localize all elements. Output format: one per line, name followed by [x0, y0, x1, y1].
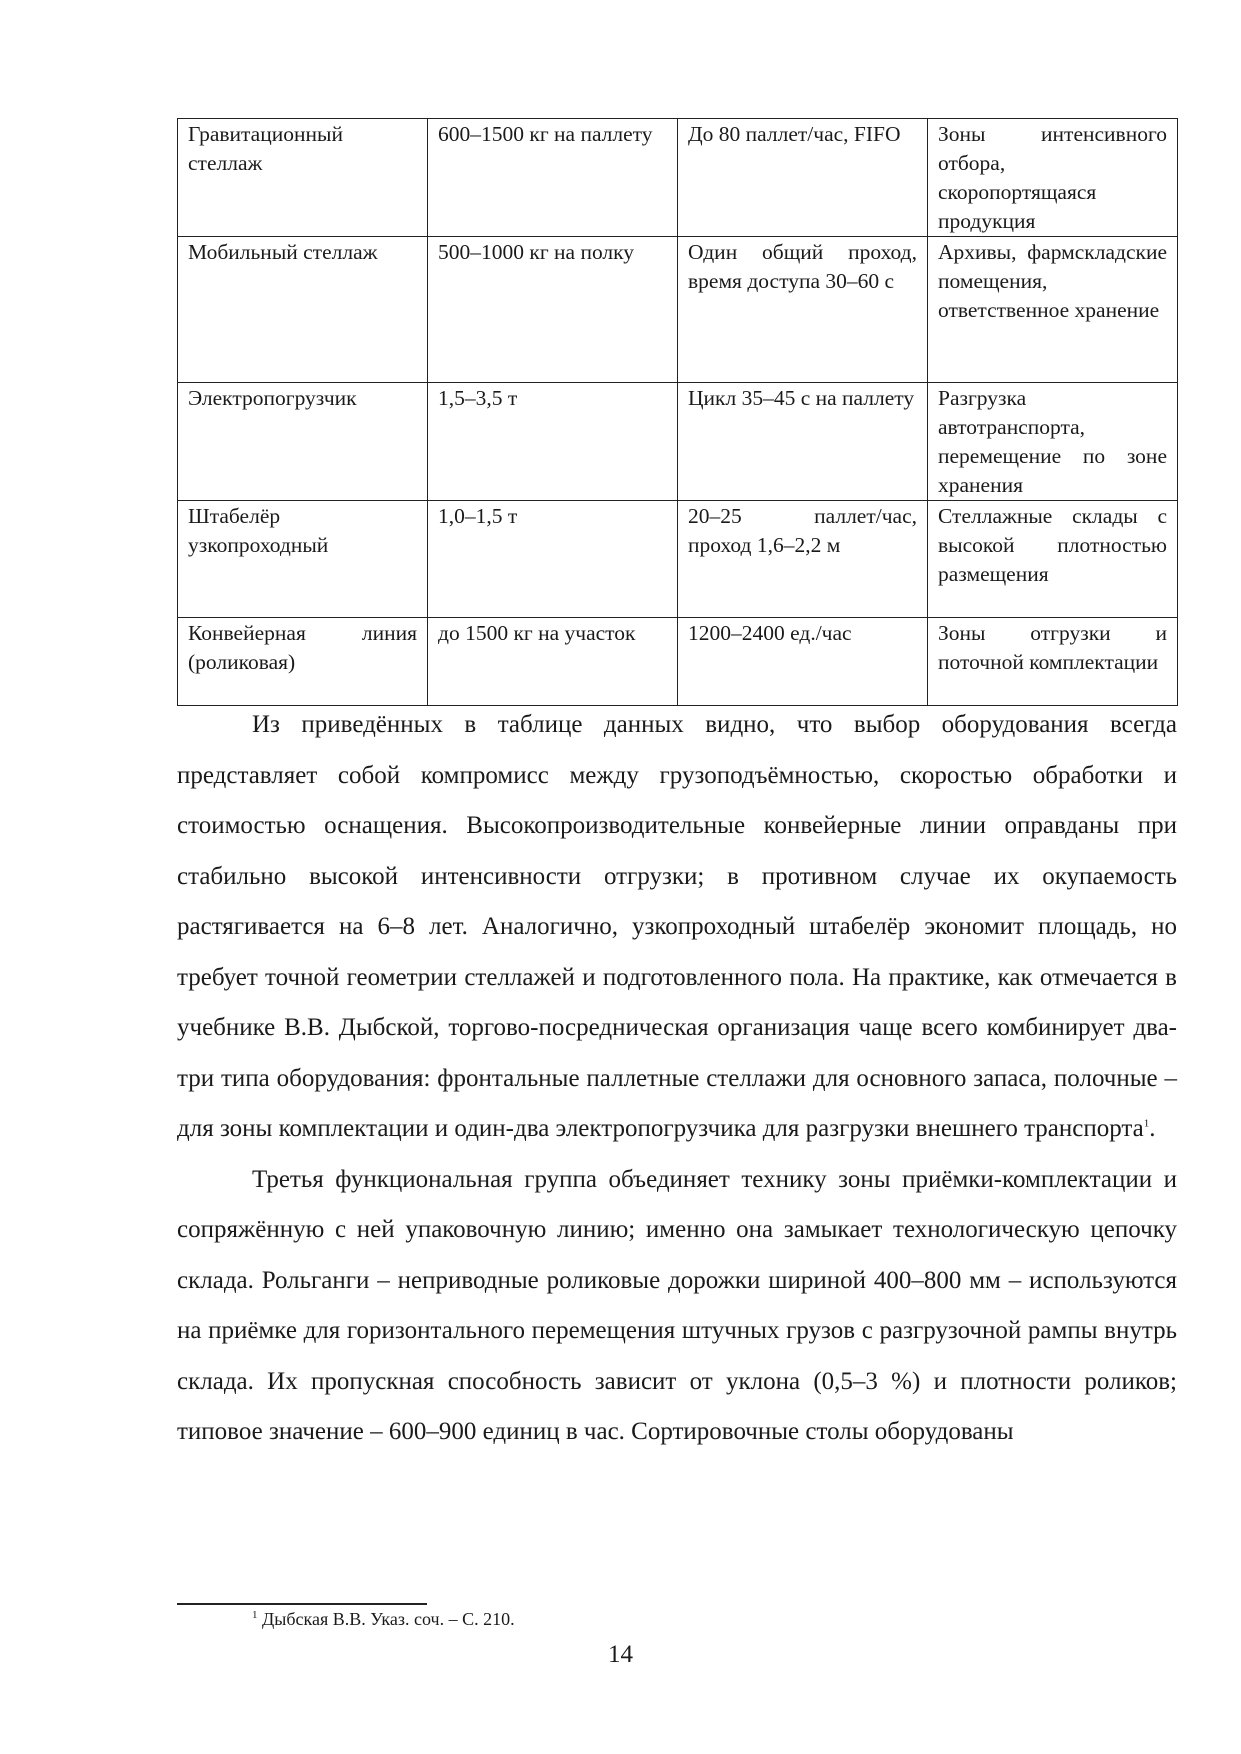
paragraph-text: Из приведённых в таблице данных видно, что выбор оборудования всегда представляет собой компромисс между грузоподъёмностью, скоростью обработки и стоимостью оснащения. Высокопроизводительные конвейерные линии оправданы при стабильно высокой интенсивности отгрузки; в противном случае их окупаемость растягивается на 6–8 лет. Аналогично, узкопроходный штабелёр экономит площадь, но требует точной геометрии стеллажей и подготовленного пола. На практике, как отмечается в учебнике В.В. Дыбской, торгово-посредническая организация чаще всего комбинирует два-три типа оборудования: фронтальные паллетные стеллажи для основного запаса, полочные – для зоны комплектации и один-два электропогрузчика для разгрузки внешнего транспорта	[177, 711, 1177, 1142]
document-page	[177, 118, 1177, 1458]
cell-equipment-type: Мобильный стеллаж	[178, 237, 428, 383]
cell-equipment-type: Гравитационный стеллаж	[178, 119, 428, 237]
cell-application: Зоны отгрузки и поточной комплектации	[928, 618, 1178, 706]
cell-capacity: 1,0–1,5 т	[428, 501, 678, 618]
table-row	[178, 119, 1178, 237]
cell-capacity: 600–1500 кг на паллету	[428, 119, 678, 237]
table-row	[178, 501, 1178, 618]
cell-application: Стеллажные склады с высокой плотностью размещения	[928, 501, 1178, 618]
body-paragraph	[177, 700, 1177, 1155]
table-row	[178, 618, 1178, 706]
body-paragraph: Третья функциональная группа объединяет технику зоны приёмки-комплектации и сопряжённую с ней упаковочную линию; именно она замыкает технологическую цепочку склада. Рольганги – неприводные роликовые дорожки шириной 400–800 мм – используются на приёмке для горизонтального перемещения штучных грузов с разгрузочной рампы внутрь склада. Их пропускная способность зависит от уклона (0,5–3 %) и плотности роликов; типовое значение – 600–900 единиц в час. Сортировочные столы оборудованы	[177, 1165, 1177, 1445]
cell-application: Зоны интенсивного отбора, скоропортящаяся продукция	[928, 119, 1178, 237]
cell-equipment-type: Конвейерная линия (роликовая)	[178, 618, 428, 706]
footnote-number: 1	[252, 1609, 258, 1621]
cell-performance: 1200–2400 ед./час	[678, 618, 928, 706]
table-row	[178, 237, 1178, 383]
footnote-text: Дыбская В.В. Указ. соч. – С. 210.	[257, 1609, 515, 1629]
cell-application: Разгрузка автотранспорта, перемещение по зоне хранения	[928, 383, 1178, 501]
cell-performance: До 80 паллет/час, FIFO	[678, 119, 928, 237]
cell-performance: Цикл 35–45 с на паллету	[678, 383, 928, 501]
equipment-table	[177, 118, 1178, 706]
footnote-separator	[177, 1603, 427, 1605]
cell-capacity: до 1500 кг на участок	[428, 618, 678, 706]
cell-performance: 20–25 паллет/час, проход 1,6–2,2 м	[678, 501, 928, 618]
table-row	[178, 383, 1178, 501]
cell-capacity: 500–1000 кг на полку	[428, 237, 678, 383]
cell-application: Архивы, фармскладские помещения, ответственное хранение	[928, 237, 1178, 383]
footnote	[252, 1607, 515, 1631]
cell-equipment-type: Электропогрузчик	[178, 383, 428, 501]
cell-capacity: 1,5–3,5 т	[428, 383, 678, 501]
page-number: 14	[608, 1641, 633, 1668]
cell-equipment-type: Штабелёр узкопроходный	[178, 501, 428, 618]
footnote-reference[interactable]: 1	[1143, 1117, 1150, 1130]
paragraph-end: .	[1149, 1115, 1156, 1142]
cell-performance: Один общий проход, время доступа 30–60 с	[678, 237, 928, 383]
